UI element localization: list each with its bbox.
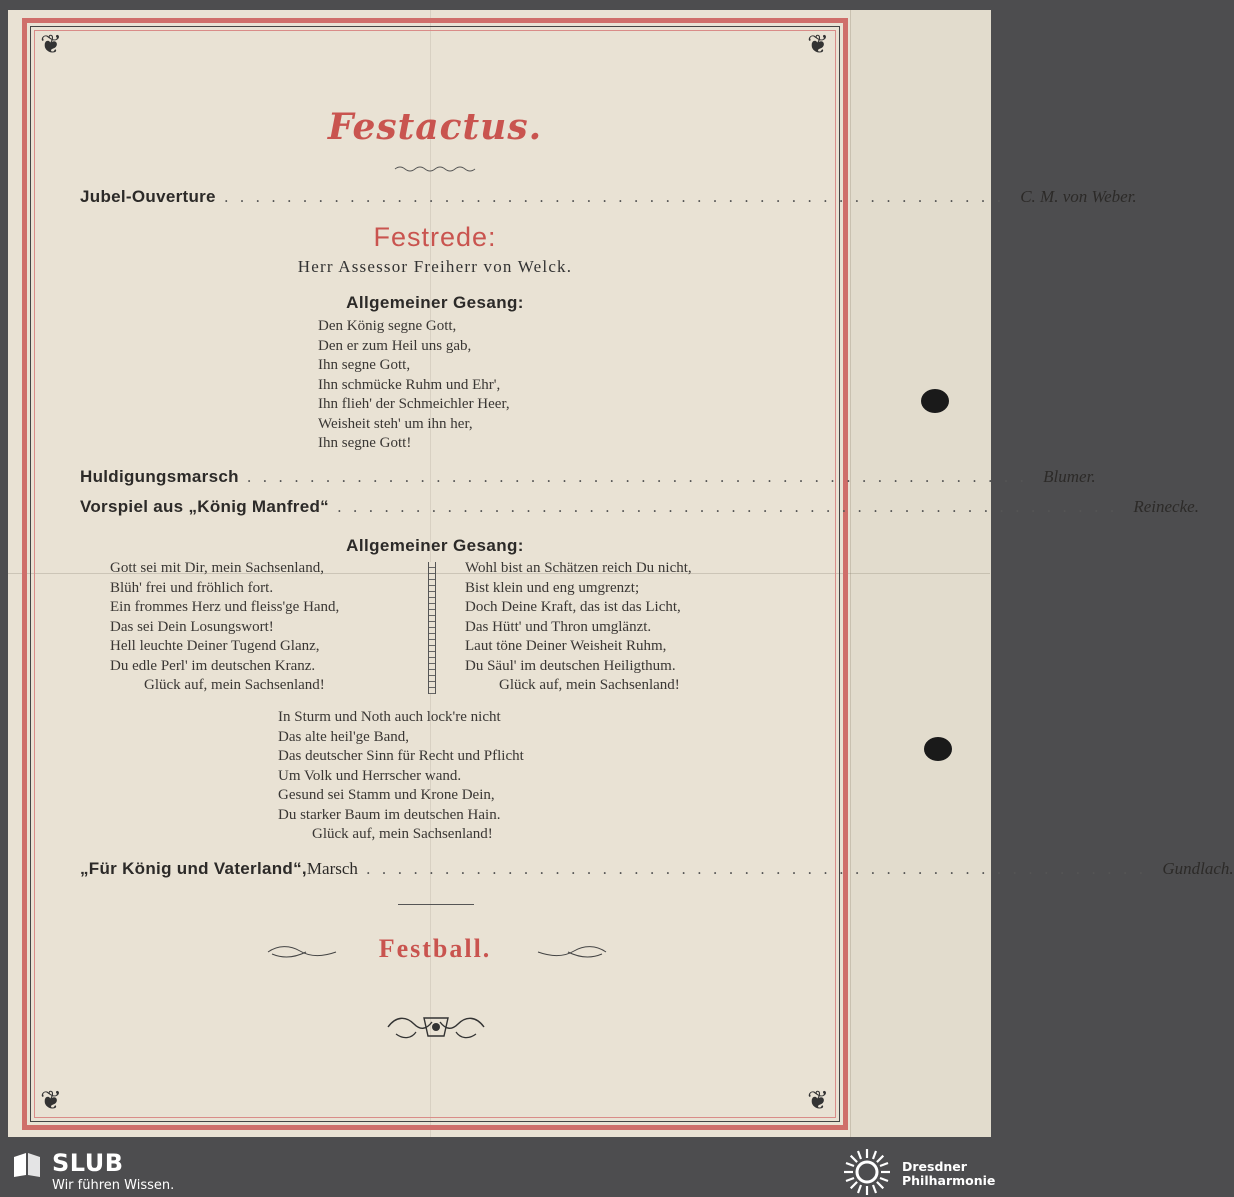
punch-hole xyxy=(924,737,952,761)
gesang-verse-right xyxy=(465,559,692,696)
festrede-title: Festrede: xyxy=(373,222,497,252)
program-item-composer: Reinecke. xyxy=(1133,497,1199,516)
corner-ornament-icon: ❦ xyxy=(40,30,62,60)
program-item-suffix: Marsch xyxy=(306,859,358,878)
verse-line: Blüh' frei und fröhlich fort. xyxy=(110,579,274,596)
program-item-composer: Blumer. xyxy=(1043,467,1096,486)
verse-line: Den er zum Heil uns gab, xyxy=(318,337,472,354)
program-item-title: Vorspiel aus „König Manfred“ xyxy=(80,497,329,516)
flourish-icon xyxy=(536,943,608,961)
gesang-verse-left xyxy=(110,559,339,696)
verse-line: Bist klein und eng umgrenzt; xyxy=(465,579,640,596)
verse-line: Glück auf, mein Sachsenland! xyxy=(144,677,325,693)
verse-line: Hell leuchte Deiner Tugend Glanz, xyxy=(110,638,320,654)
gesang-verse-center xyxy=(278,708,524,845)
verse-line: Weisheit steh' um ihn her, xyxy=(318,415,473,432)
verse-line: Du Säul' im deutschen Heiligthum. xyxy=(465,657,676,674)
verse-line: Du edle Perl' im deutschen Kranz. xyxy=(110,657,316,674)
verse-line: Glück auf, mein Sachsenland! xyxy=(499,677,680,693)
slub-name: SLUB xyxy=(52,1149,124,1177)
footer-bar xyxy=(0,1147,1000,1197)
squiggle-flourish-icon xyxy=(395,164,475,174)
gesang-heading-2: Allgemeiner Gesang: xyxy=(346,536,524,555)
section-rule xyxy=(398,904,474,905)
philharmonie-line-1: Dresdner xyxy=(902,1159,967,1174)
program-item-title: „Für König und Vaterland“, xyxy=(80,859,307,878)
verse-line: Ihn schmücke Ruhm und Ehr', xyxy=(318,376,501,393)
festball-title: Festball. xyxy=(378,934,492,963)
philharmonie-name xyxy=(902,1160,995,1188)
program-item-composer: Gundlach. xyxy=(1162,859,1234,878)
program-item-huldigungsmarsch xyxy=(80,467,1096,493)
column-divider-ornament xyxy=(428,562,436,694)
vignette-ornament-icon xyxy=(386,1012,486,1042)
verse-line: Glück auf, mein Sachsenland! xyxy=(312,826,493,842)
verse-line: Du starker Baum im deutschen Hain. xyxy=(278,806,501,823)
verse-line: Das Hütt' und Thron umglänzt. xyxy=(465,618,652,635)
philharmonie-sun-icon xyxy=(842,1147,892,1197)
verse-line: Ihn segne Gott! xyxy=(318,435,412,451)
program-item-vorspiel xyxy=(80,497,1199,523)
verse-line: Doch Deine Kraft, das ist das Licht, xyxy=(465,599,681,615)
corner-ornament-icon: ❦ xyxy=(807,30,829,60)
verse-line: Ein frommes Herz und fleiss'ge Hand, xyxy=(110,599,340,615)
verse-line: Ihn segne Gott, xyxy=(318,357,411,373)
philharmonie-line-2: Philharmonie xyxy=(902,1173,996,1188)
verse-line: Ihn flieh' der Schmeichler Heer, xyxy=(318,396,510,412)
program-item-marsch xyxy=(80,859,1234,885)
verse-line: Gott sei mit Dir, mein Sachsenland, xyxy=(110,560,324,576)
gesang-verse-1 xyxy=(318,317,510,454)
corner-ornament-icon: ❦ xyxy=(40,1086,62,1116)
leader-dots: .................................................. xyxy=(223,188,1013,206)
slub-tagline: Wir führen Wissen. xyxy=(52,1178,175,1193)
verse-line: Den König segne Gott, xyxy=(318,318,457,334)
leader-dots: .................................................. xyxy=(336,498,1126,516)
verse-line: In Sturm und Noth auch lock're nicht xyxy=(278,709,501,725)
leader-dots: .................................................. xyxy=(246,468,1036,486)
program-item-jubel-ouverture xyxy=(80,187,1137,213)
verse-line: Laut töne Deiner Weisheit Ruhm, xyxy=(465,638,667,654)
program-item-composer: C. M. von Weber. xyxy=(1020,187,1137,206)
corner-ornament-icon: ❦ xyxy=(807,1086,829,1116)
verse-line: Wohl bist an Schätzen reich Du nicht, xyxy=(465,560,692,576)
leader-dots: .................................................. xyxy=(365,860,1155,878)
verse-line: Das deutscher Sinn für Recht und Pflicht xyxy=(278,748,524,764)
punch-hole xyxy=(921,389,949,413)
program-item-title: Huldigungsmarsch xyxy=(80,467,239,486)
program-item-title: Jubel-Ouverture xyxy=(80,187,216,206)
festactus-title: Festactus. xyxy=(327,106,543,148)
slub-logo-icon xyxy=(12,1151,42,1179)
verse-line: Gesund sei Stamm und Krone Dein, xyxy=(278,787,495,803)
verse-line: Das sei Dein Losungswort! xyxy=(110,618,274,635)
gesang-heading-1: Allgemeiner Gesang: xyxy=(346,293,524,312)
verse-line: Um Volk und Herrscher wand. xyxy=(278,767,462,784)
verse-line: Das alte heil'ge Band, xyxy=(278,728,409,745)
speaker-line: Herr Assessor Freiherr von Welck. xyxy=(297,257,573,276)
